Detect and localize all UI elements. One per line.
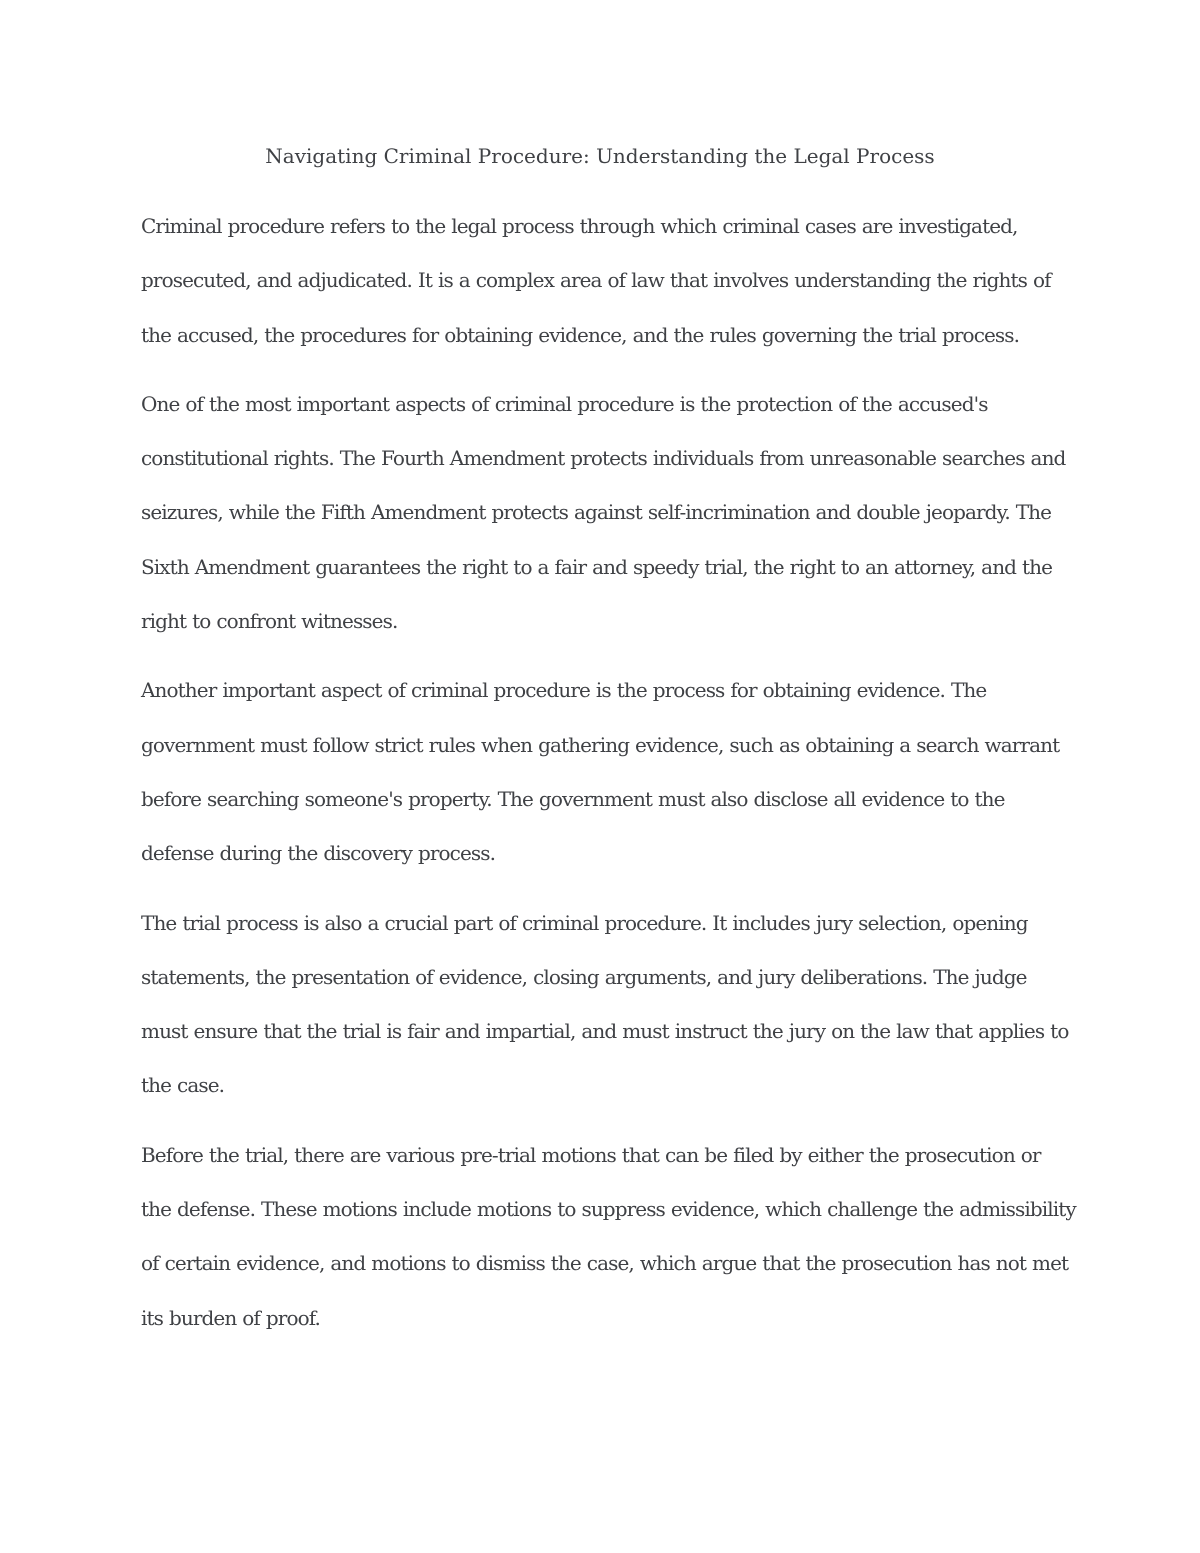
document-title: Navigating Criminal Procedure: Understanding the Legal Process bbox=[265, 144, 935, 168]
paragraph-4: The trial process is also a crucial part of criminal procedure. It includes jury selection, opening statements, the presentation of evidence, closing arguments, and jury deliberations. The judge must ensure that the trial is fair and impartial, and must instruct the jury on the law that applies to the case. bbox=[141, 910, 1069, 1098]
document-body bbox=[141, 199, 1076, 1360]
paragraph-1: Criminal procedure refers to the legal process through which criminal cases are investigated, prosecuted, and adjudicated. It is a complex area of law that involves understanding the rights of the accused, the procedures for obtaining evidence, and the rules governing the trial process. bbox=[141, 214, 1051, 347]
paragraph-3: Another important aspect of criminal procedure is the process for obtaining evidence. The government must follow strict rules when gathering evidence, such as obtaining a search warrant before searching someone's property. The government must also disclose all evidence to the defense during the discovery process. bbox=[141, 678, 1060, 866]
paragraph-2: One of the most important aspects of criminal procedure is the protection of the accused's constitutional rights. The Fourth Amendment protects individuals from unreasonable searches and seizures, while the Fifth Amendment protects against self-incrimination and double jeopardy. The Sixth Amendment guarantees the right to a fair and speedy trial, the right to an attorney, and the right to confront witnesses. bbox=[141, 391, 1066, 634]
paragraph-5: Before the trial, there are various pre-trial motions that can be filed by either the prosecution or the defense. These motions include motions to suppress evidence, which challenge the admissibility of certain evidence, and motions to dismiss the case, which argue that the prosecution has not met its burden of proof. bbox=[141, 1142, 1076, 1330]
